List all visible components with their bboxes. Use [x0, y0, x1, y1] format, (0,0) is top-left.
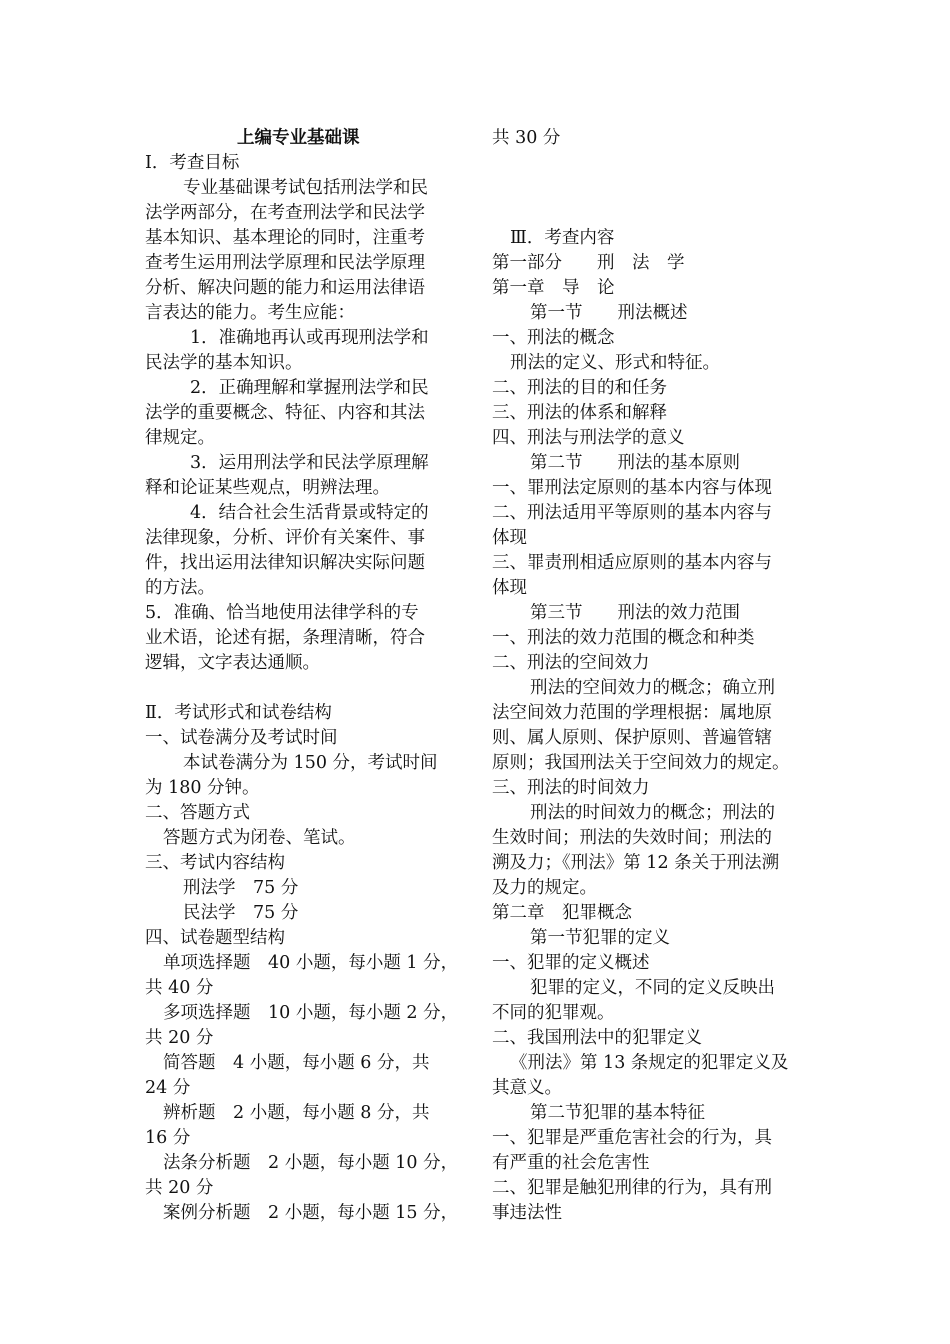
text-line: 犯罪的定义，不同的定义反映出 [530, 978, 775, 998]
text-line: 3．运用刑法学和民法学原理解 [190, 453, 429, 473]
text-line: I．考查目标 [145, 153, 240, 173]
text-line: 法空间效力范围的学理根据：属地原 [492, 703, 772, 723]
text-line: 单项选择题 40 小题，每小题 1 分， [163, 953, 459, 973]
text-line: 律规定。 [145, 428, 215, 448]
text-line: 基本知识、基本理论的同时，注重考 [145, 228, 425, 248]
text-line: 第一节犯罪的定义 [530, 928, 670, 948]
text-line: 三、刑法的时间效力 [492, 778, 650, 798]
text-line: 二、刑法的空间效力 [492, 653, 650, 673]
text-line: 四、试卷题型结构 [145, 928, 285, 948]
text-line: 答题方式为闭卷、笔试。 [163, 828, 356, 848]
right-column [492, 0, 822, 1344]
text-line: 原则；我国刑法关于空间效力的规定。 [492, 753, 790, 773]
text-line: 2．正确理解和掌握刑法学和民 [190, 378, 429, 398]
text-line: 则、属人原则、保护原则、普遍管辖 [492, 728, 772, 748]
text-line: 第三节 刑法的效力范围 [530, 603, 740, 623]
text-line: 体现 [492, 578, 527, 598]
text-line: 共 40 分 [145, 978, 214, 998]
text-line: 其意义。 [492, 1078, 562, 1098]
text-line: 第二节 刑法的基本原则 [530, 453, 740, 473]
text-line: Ⅱ．考试形式和试卷结构 [145, 703, 332, 723]
text-line: 5．准确、恰当地使用法律学科的专 [145, 603, 419, 623]
text-line: 二、刑法适用平等原则的基本内容与 [492, 503, 772, 523]
text-line: 体现 [492, 528, 527, 548]
text-line: 释和论证某些观点，明辨法理。 [145, 478, 390, 498]
text-line: 法条分析题 2 小题，每小题 10 分， [163, 1153, 459, 1173]
text-line: 24 分 [145, 1078, 191, 1098]
text-line: 刑法的空间效力的概念；确立刑 [530, 678, 775, 698]
text-line: 及力的规定。 [492, 878, 597, 898]
text-line: 第二章 犯罪概念 [492, 903, 632, 923]
text-line: 二、答题方式 [145, 803, 250, 823]
text-line: 共 30 分 [492, 128, 561, 148]
text-line: 为 180 分钟。 [145, 778, 260, 798]
text-line: 本试卷满分为 150 分，考试时间 [183, 753, 438, 773]
section-title: 上编专业基础课 [237, 128, 360, 148]
text-line: 生效时间；刑法的失效时间；刑法的 [492, 828, 772, 848]
text-line: 查考生运用刑法学原理和民法学原理 [145, 253, 425, 273]
text-line: 案例分析题 2 小题，每小题 15 分， [163, 1203, 459, 1223]
text-line: 辨析题 2 小题，每小题 8 分，共 [163, 1103, 430, 1123]
text-line: 刑法学 75 分 [183, 878, 299, 898]
text-line: 第二节犯罪的基本特征 [530, 1103, 705, 1123]
text-line: 简答题 4 小题，每小题 6 分，共 [163, 1053, 430, 1073]
text-line: 分析、解决问题的能力和运用法律语 [145, 278, 425, 298]
text-line: 言表达的能力。考生应能： [145, 303, 355, 323]
text-line: 刑法的时间效力的概念；刑法的 [530, 803, 775, 823]
text-line: 《刑法》第 13 条规定的犯罪定义及 [510, 1053, 789, 1073]
text-line: 4．结合社会生活背景或特定的 [190, 503, 429, 523]
text-line: 三、罪责刑相适应原则的基本内容与 [492, 553, 772, 573]
text-line: 一、罪刑法定原则的基本内容与体现 [492, 478, 772, 498]
text-line: 16 分 [145, 1128, 191, 1148]
text-line: 共 20 分 [145, 1028, 214, 1048]
text-line: 有严重的社会危害性 [492, 1153, 650, 1173]
text-line: 第一节 刑法概述 [530, 303, 688, 323]
text-line: 业术语，论述有据，条理清晰，符合 [145, 628, 425, 648]
text-line: 四、刑法与刑法学的意义 [492, 428, 685, 448]
text-line: 逻辑，文字表达通顺。 [145, 653, 320, 673]
text-line: 二、犯罪是触犯刑律的行为，具有刑 [492, 1178, 772, 1198]
text-line: 不同的犯罪观。 [492, 1003, 615, 1023]
text-line: 一、刑法的效力范围的概念和种类 [492, 628, 755, 648]
text-line: 三、考试内容结构 [145, 853, 285, 873]
text-line: 共 20 分 [145, 1178, 214, 1198]
text-line: Ⅲ．考查内容 [510, 228, 615, 248]
text-line: 第一章 导 论 [492, 278, 615, 298]
text-line: 一、试卷满分及考试时间 [145, 728, 338, 748]
text-line: 一、刑法的概念 [492, 328, 615, 348]
text-line: 多项选择题 10 小题，每小题 2 分， [163, 1003, 459, 1023]
text-line: 刑法的定义、形式和特征。 [510, 353, 720, 373]
text-line: 溯及力；《刑法》第 12 条关于刑法溯 [492, 853, 780, 873]
text-line: 民法学 75 分 [183, 903, 299, 923]
left-column [145, 0, 470, 1344]
text-line: 专业基础课考试包括刑法学和民 [183, 178, 428, 198]
text-line: 三、刑法的体系和解释 [492, 403, 667, 423]
text-line: 第一部分 刑 法 学 [492, 253, 685, 273]
text-line: 的方法。 [145, 578, 215, 598]
text-line: 一、犯罪是严重危害社会的行为，具 [492, 1128, 772, 1148]
text-line: 一、犯罪的定义概述 [492, 953, 650, 973]
text-line: 民法学的基本知识。 [145, 353, 303, 373]
text-line: 法学的重要概念、特征、内容和其法 [145, 403, 425, 423]
text-line: 法学两部分，在考查刑法学和民法学 [145, 203, 425, 223]
text-line: 1．准确地再认或再现刑法学和 [190, 328, 429, 348]
text-line: 法律现象，分析、评价有关案件、事 [145, 528, 425, 548]
text-line: 二、刑法的目的和任务 [492, 378, 667, 398]
text-line: 二、我国刑法中的犯罪定义 [492, 1028, 702, 1048]
text-line: 事违法性 [492, 1203, 562, 1223]
text-line: 件，找出运用法律知识解决实际问题 [145, 553, 425, 573]
